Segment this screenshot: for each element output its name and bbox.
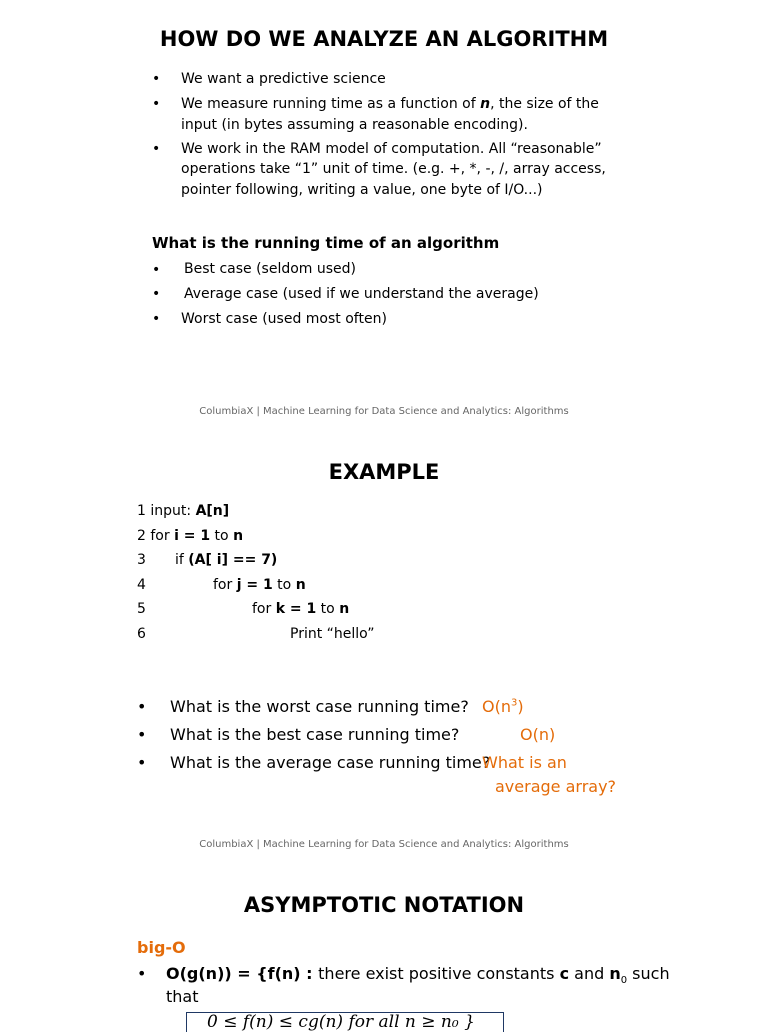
- code-line-5: for k = 1 to n: [252, 601, 350, 617]
- bullet-dot: •: [152, 71, 161, 87]
- code-line-1: 1 input: A[n]: [137, 503, 230, 519]
- slide2-footer: ColumbiaX | Machine Learning for Data Science and Analytics: Algorithms: [199, 839, 569, 850]
- question-worst: What is the worst case running time?: [170, 697, 469, 716]
- bullet-dot: •: [152, 262, 161, 278]
- big-o-label: big-O: [137, 938, 186, 957]
- answer-average-line2: average array?: [495, 777, 617, 796]
- bullet-predictive: We want a predictive science: [181, 71, 386, 87]
- slide1-title: HOW DO WE ANALYZE AN ALGORITHM: [159, 27, 609, 51]
- case-best: Best case (seldom used): [184, 261, 357, 277]
- bullet-dot: •: [137, 964, 147, 983]
- bullet-dot: •: [152, 311, 161, 327]
- answer-worst: $O(n^3)$: [482, 697, 524, 716]
- slide1-footer: ColumbiaX | Machine Learning for Data Science and Analytics: Algorithms: [199, 406, 569, 417]
- code-line-5-num: 5: [137, 601, 146, 617]
- slide2-title: EXAMPLE: [328, 460, 440, 484]
- bullet-dot: •: [137, 725, 147, 744]
- question-average: What is the average case running time?: [170, 753, 491, 772]
- code-line-2: 2 for i = 1 to n: [137, 528, 244, 544]
- big-o-formula-box: [186, 1012, 504, 1032]
- code-line-4: for j = 1 to n: [213, 577, 306, 593]
- case-average: Average case (used if we understand the average): [184, 286, 539, 302]
- big-o-formula: 0 ≤ f(n) ≤ cg(n) for all n ≥ n₀ }: [207, 1012, 475, 1032]
- bullet-dot: •: [137, 753, 147, 772]
- code-line-3-num: 3: [137, 552, 146, 568]
- bullet-ram-model: We work in the RAM model of computation. All “reasonable”: [181, 141, 602, 157]
- question-best: What is the best case running time?: [170, 725, 460, 744]
- case-worst: Worst case (used most often): [181, 311, 387, 327]
- bullet-ram-model-cont: operations take “1” unit of time. (e.g. +, *, -, /, array access,: [181, 161, 606, 177]
- answer-best: O(n): [520, 725, 556, 744]
- code-line-4-num: 4: [137, 577, 146, 593]
- big-o-definition: O(g(n)) = {f(n) : there exist positive constants c and $n_0$ such: [166, 964, 670, 987]
- slide3-title: ASYMPTOTIC NOTATION: [243, 893, 525, 917]
- bullet-dot: •: [152, 141, 161, 157]
- code-line-6: Print “hello”: [290, 626, 375, 642]
- subheading-running-time: What is the running time of an algorithm: [152, 234, 500, 252]
- bullet-dot: •: [137, 697, 147, 716]
- big-o-definition-cont: that: [166, 987, 199, 1006]
- code-line-6-num: 6: [137, 626, 146, 642]
- answer-average-line1: What is an: [482, 753, 567, 772]
- bullet-dot: •: [152, 286, 161, 302]
- bullet-running-time: We measure running time as a function of n, the size of the: [181, 96, 599, 112]
- bullet-running-time-cont: input (in bytes assuming a reasonable encoding).: [181, 117, 528, 133]
- bullet-ram-model-cont2: pointer following, writing a value, one byte of I/O...): [181, 182, 543, 198]
- bullet-dot: •: [152, 96, 161, 112]
- code-line-3: if (A[ i] == 7): [175, 552, 278, 568]
